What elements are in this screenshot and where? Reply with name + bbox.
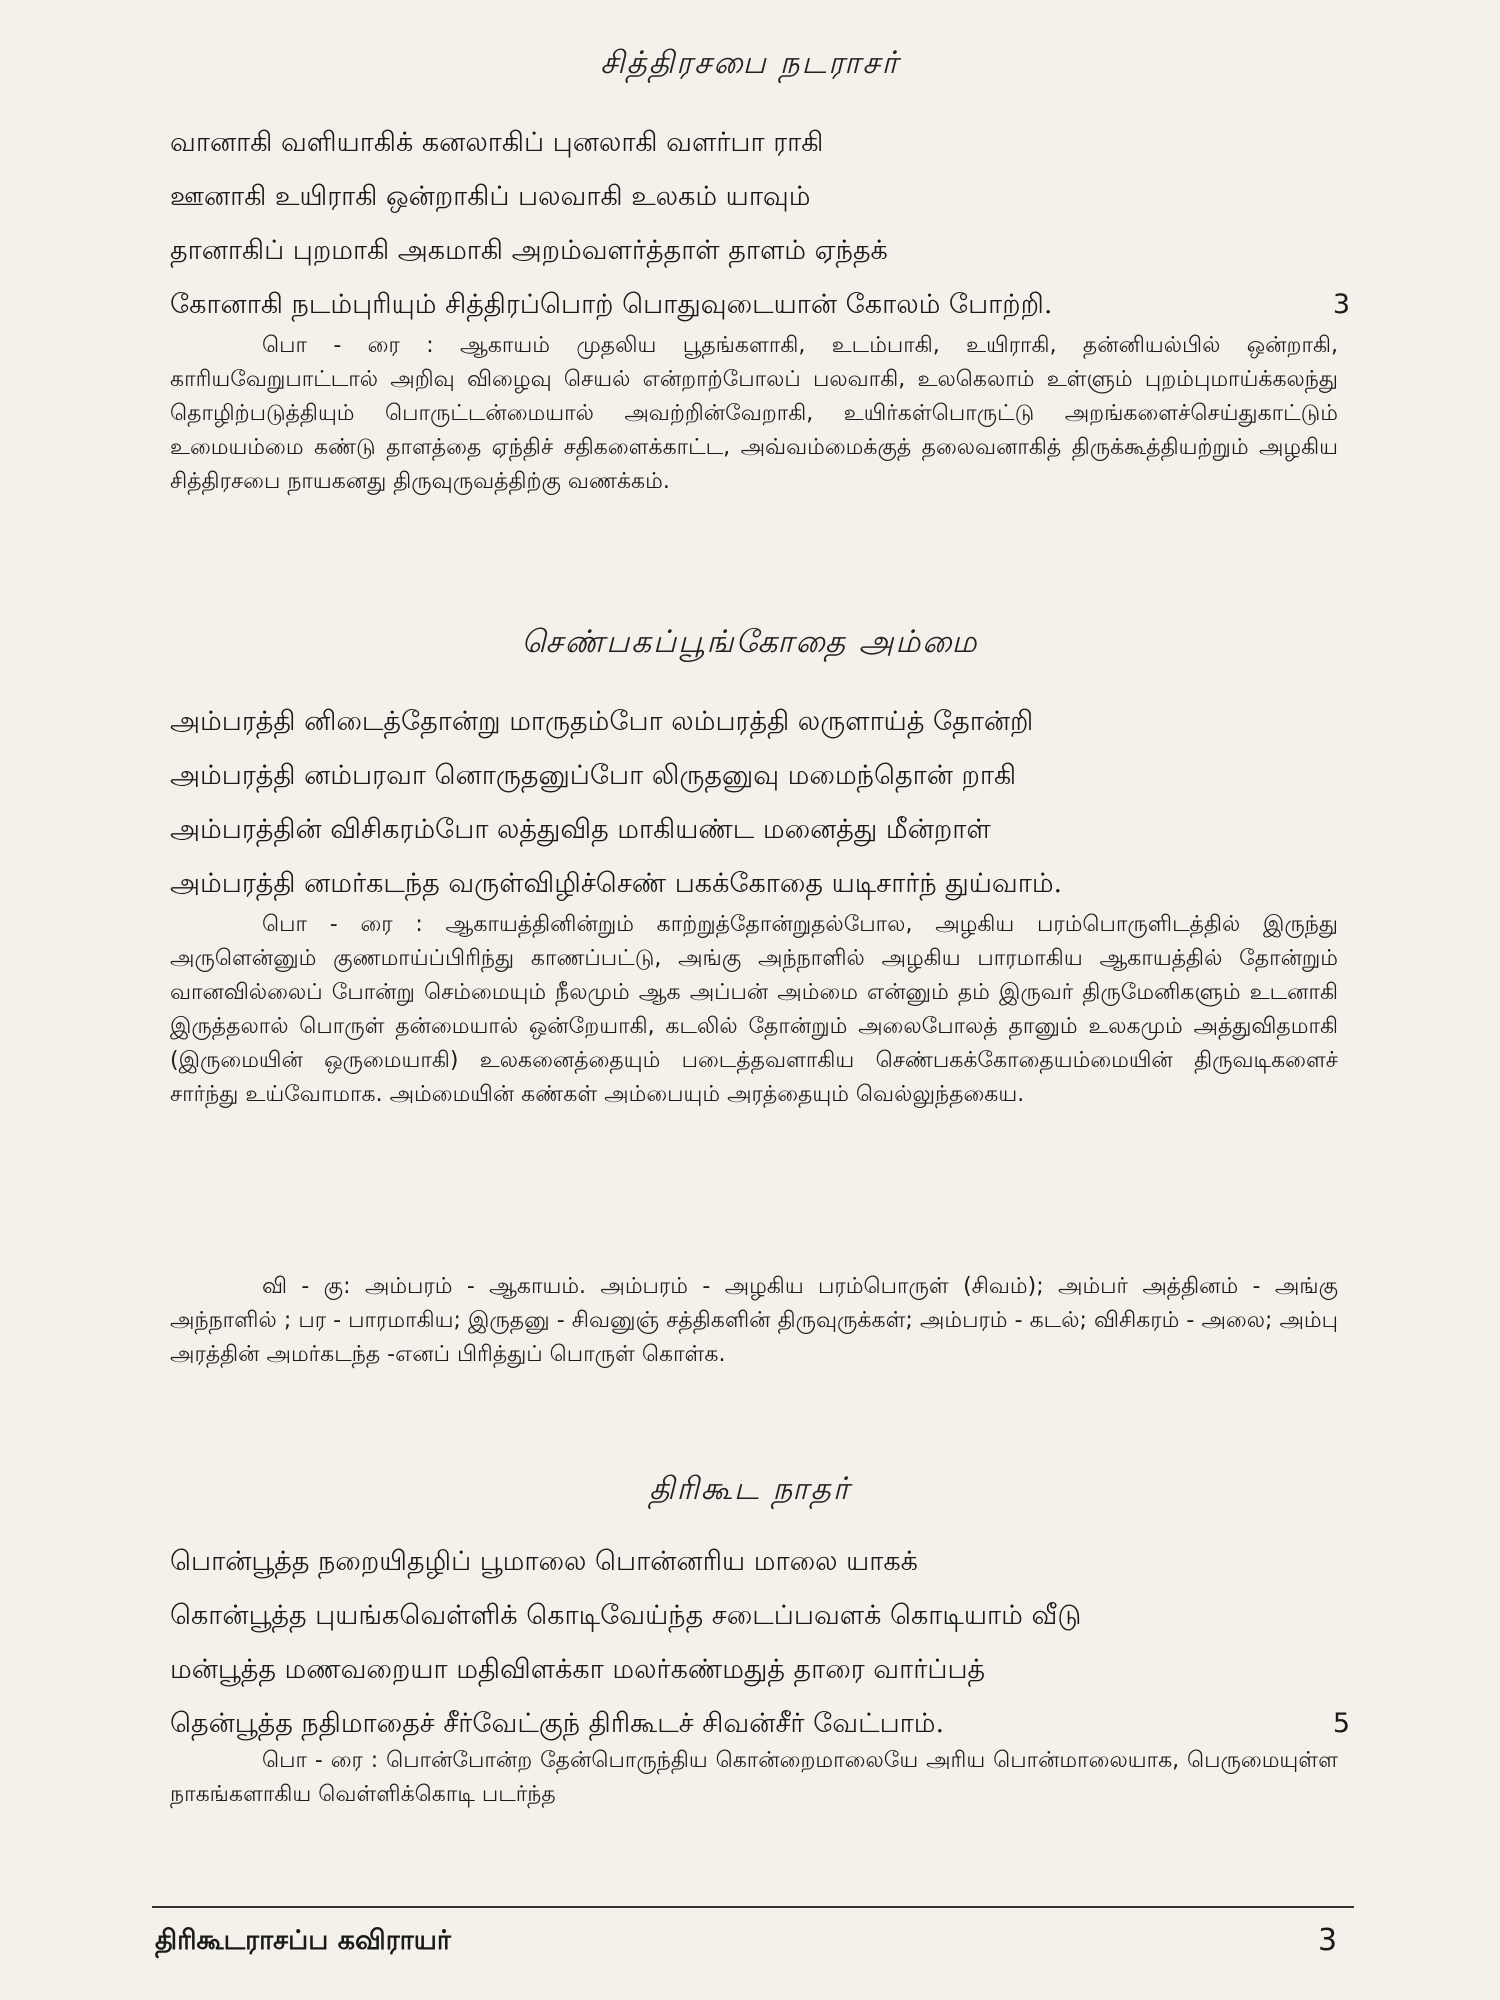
section-heading-chithirasabai: சித்திரசபை நடராசர்: [600, 45, 900, 81]
verse-block-2: [170, 695, 1350, 911]
verse-line: கொன்பூத்த புயங்கவெள்ளிக் கொடிவேய்ந்த சடைப்பவளக் கொடியாம் வீடு: [170, 1600, 1082, 1631]
verse-number: 5: [1332, 1708, 1350, 1739]
page-number: 3: [1318, 1923, 1338, 1958]
commentary-paragraph-3: பொ - ரை : பொன்போன்ற தேன்பொருந்திய கொன்றைமாலையே அரிய பொன்மாலையாக, பெருமையுள்ள நாகங்களாகிய வெள்ளிக்கொடி படர்ந்த: [170, 1748, 1338, 1807]
commentary-paragraph-1: பொ - ரை : ஆகாயம் முதலிய பூதங்களாகி, உடம்பாகி, உயிராகி, தன்னியல்பில் ஒன்றாகி, காரியவேறுபாட்டால் அறிவு விழைவு செயல் என்றாற்போலப் பலவாகி, உலகெலாம் உள்ளும் புறம்புமாய்க்கலந்து தொழிற்படுத்தியும் பொருட்டன்மையால் அவற்றின்வேறாகி, உயிர்கள்பொருட்டு அறங்களைச்செய்துகாட்டும் உமையம்மை கண்டு தாளத்தை ஏந்திச் சதிகளைக்காட்ட, அவ்வம்மைக்குத் தலைவனாகித் திருக்கூத்தியற்றும் அழகிய சித்திரசபை நாயகனது திருவுருவத்திற்கு வணக்கம்.: [170, 333, 1338, 494]
section-heading-shenbagapoongothai: செண்பகப்பூங்கோதை அம்மை: [521, 624, 979, 660]
verse-line-text: தென்பூத்த நதிமாதைச் சீர்வேட்குந் திரிகூடச் சிவன்சீர் வேட்பாம்.: [170, 1708, 945, 1739]
verse-line: அம்பரத்தி னமர்கடந்த வருள்விழிச்செண் பகக்கோதை யடிசார்ந் துய்வாம்.: [170, 868, 1063, 899]
verse-line: தானாகிப் புறமாகி அகமாகி அறம்வளர்த்தாள் தாளம் ஏந்தக்: [170, 235, 888, 266]
verse-line: வானாகி வளியாகிக் கனலாகிப் புனலாகி வளர்பா ராகி: [170, 127, 824, 158]
verse-line: பொன்பூத்த நறையிதழிப் பூமாலை பொன்னரிய மாலை யாகக்: [170, 1546, 918, 1577]
verse-line-text: கோனாகி நடம்புரியும் சித்திரப்பொற் பொதுவுடையான் கோலம் போற்றி.: [170, 289, 1053, 320]
notes-paragraph-2: வி - கு: அம்பரம் - ஆகாயம். அம்பரம் - அழகிய பரம்பொருள் (சிவம்); அம்பர் அத்தினம் - அங்கு அந்நாளில் ; பர - பாரமாகிய; இருதனு - சிவனுஞ் சத்திகளின் திருவுருக்கள்; அம்பரம் - கடல்; விசிகரம் - அலை; அம்பு அரத்தின் அமர்கடந்த -எனப் பிரித்துப் பொருள் கொள்க.: [170, 1274, 1338, 1367]
verse-block-1: [170, 116, 1350, 332]
verse-line: அம்பரத்தின் விசிகரம்போ லத்துவித மாகியண்ட மனைத்து மீன்றாள்: [170, 814, 991, 845]
verse-line: [170, 278, 1350, 332]
footer-author: திரிகூடராசப்ப கவிராயர்: [155, 1925, 452, 1956]
verse-line: அம்பரத்தி னிடைத்தோன்று மாருதம்போ லம்பரத்தி லருளாய்த் தோன்றி: [170, 706, 1034, 737]
verse-number: 3: [1332, 289, 1350, 320]
verse-line: அம்பரத்தி னம்பரவா னொருதனுப்போ லிருதனுவு மமைந்தொன் றாகி: [170, 760, 1017, 791]
footer-divider: [152, 1906, 1354, 1908]
verse-line: ஊனாகி உயிராகி ஒன்றாகிப் பலவாகி உலகம் யாவும்: [170, 181, 811, 212]
verse-block-3: [170, 1535, 1350, 1751]
verse-line: மன்பூத்த மணவறையா மதிவிளக்கா மலர்கண்மதுத் தாரை வார்ப்பத்: [170, 1654, 986, 1685]
commentary-paragraph-2: பொ - ரை : ஆகாயத்தினின்றும் காற்றுத்தோன்றுதல்போல, அழகிய பரம்பொருளிடத்தில் இருந்து அருளென்னும் குணமாய்ப்பிரிந்து காணப்பட்டு, அங்கு அந்நாளில் அழகிய பாரமாகிய ஆகாயத்தில் தோன்றும் வானவில்லைப் போன்று செம்மையும் நீலமும் ஆக அப்பன் அம்மை என்னும் தம் இருவர் திருமேனிகளும் உடனாகி இருத்தலால் பொருள் தன்மையால் ஒன்றேயாகி, கடலில் தோன்றும் அலைபோலத் தானும் உலகமும் அத்துவிதமாகி (இருமையின் ஒருமையாகி) உலகனைத்தையும் படைத்தவளாகிய செண்பகக்கோதையம்மையின் திருவடிகளைச் சார்ந்து உய்வோமாக. அம்மையின் கண்கள் அம்பையும் அரத்தையும் வெல்லுந்தகைய.: [170, 912, 1338, 1107]
verse-line: [170, 1697, 1350, 1751]
section-heading-thirikooda-nathar: திரிகூட நாதர்: [649, 1471, 851, 1507]
